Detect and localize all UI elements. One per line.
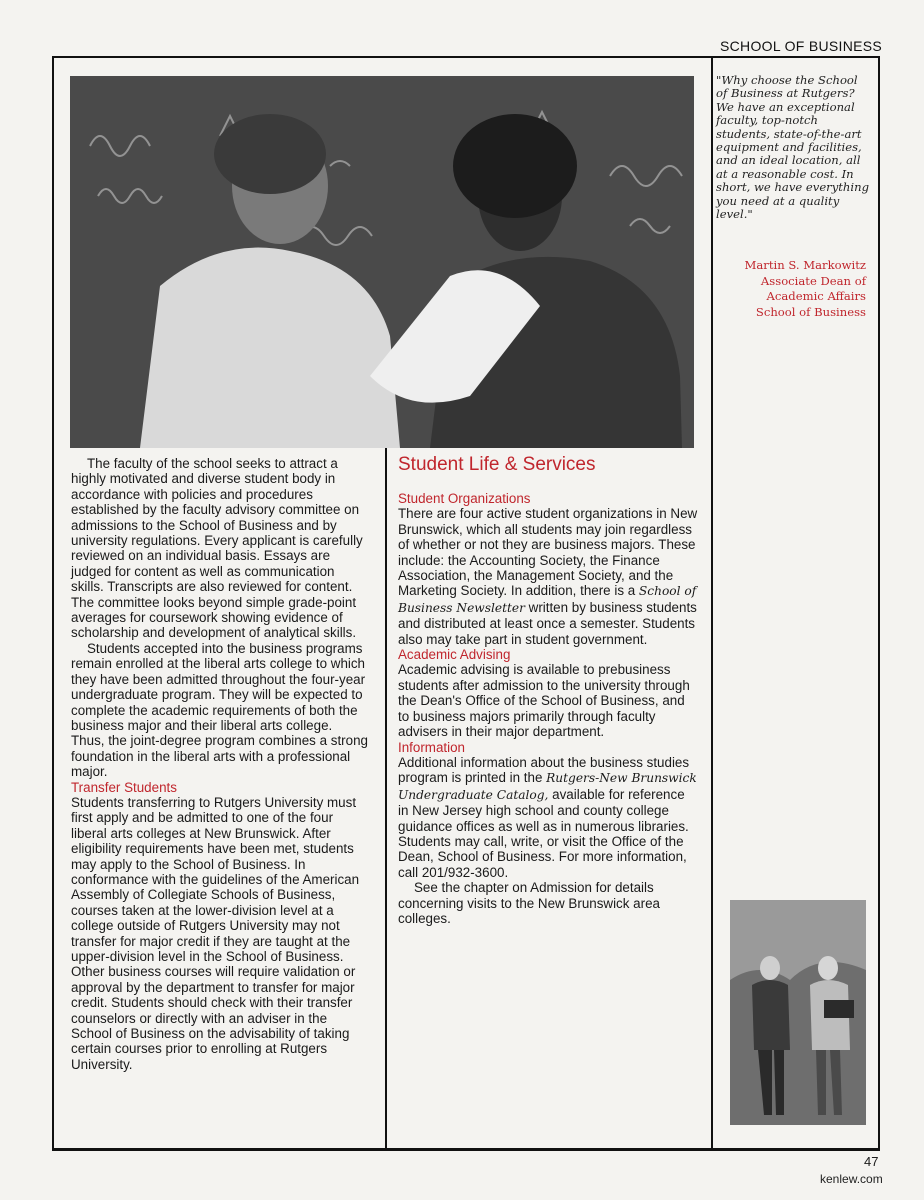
newsletter-title: School of Business Newsletter <box>398 584 697 615</box>
top-rule <box>52 56 880 58</box>
catalog-title: Rutgers-New Brunswick Undergraduate Catalog, <box>398 771 697 802</box>
student-organizations-paragraph: There are four active student organizations in New Brunswick, which all students may join regardless of whether or not they are business majors. These include: the Accounting Society, the Finance Association, the Management Society, and the Marketing Society. In addition, there is a School of Business Newsletter written by business students and distributed at least once a semester. Students also may take part in student government. <box>398 506 698 647</box>
attribution-name: Martin S. Markowitz <box>744 258 866 272</box>
source-credit: kenlew.com <box>820 1172 883 1186</box>
student-life-title: Student Life & Services <box>398 454 596 475</box>
section-header: SCHOOL OF BUSINESS <box>720 38 883 54</box>
information-heading: Information <box>398 739 465 755</box>
student-organizations-heading: Student Organizations <box>398 491 531 506</box>
admission-visit-paragraph: See the chapter on Admission for details concerning visits to the New Brunswick area colleges. <box>398 880 660 926</box>
enrollment-paragraph: Students accepted into the business programs remain enrolled at the liberal arts college to which they have been admitted throughout the four-year undergraduate program. They will be expected to complete the academic requirements of both the business major and their liberal arts college. Thus, the joint-degree program combines a strong foundation in the liberal arts with a professional major. <box>71 640 368 780</box>
students-walking-photo <box>730 900 866 1125</box>
bottom-rule <box>52 1148 880 1151</box>
classroom-photo <box>70 76 694 448</box>
frame-outer <box>878 56 880 1150</box>
academic-advising-heading: Academic Advising <box>398 647 511 663</box>
page-number: 47 <box>864 1154 879 1169</box>
transfer-students-paragraph: Students transferring to Rutgers University must first apply and be admitted to one of the four liberal arts colleges at New Brunswick. After eligibility requirements have been met, students may apply to the School of Business. In conformance with the guidelines of the American Assembly of Collegiate Schools of Business, courses taken at the lower-division level at a college outside of Rutgers University may not transfer for major credit if they are taught at the upper-division level in the School of Business. Other business courses will require validation or approval by the department to transfer for major credit. Students should check with their transfer counselors or directly with an adviser in the School of Business on the advisability of taking certain courses prior to enrolling at Rutgers University. <box>71 794 360 1072</box>
academic-advising-paragraph: Academic advising is available to prebusiness students after admission to the university through the Dean's Office of the School of Business, and to business majors primarily through faculty advisers in their major department. <box>398 662 690 740</box>
information-paragraph: Additional information about the business studies program is printed in the Rutgers-New Brunswick Undergraduate Catalog, available for reference in New Jersey high school and county college guidance offices as well as in numerous libraries. Students may call, write, or visit the Office of the Dean, School of Business. For more information, call 201/932-3600. <box>398 754 697 880</box>
left-column <box>71 456 369 1072</box>
classroom-photo-graphic <box>70 76 694 448</box>
frame-right <box>711 56 713 1150</box>
pull-quote: "Why choose the School of Business at Rutgers? We have an exceptional faculty, top-notch students, state-of-the-art equipment and facilities, and an ideal location, all at a reasonable cost. In short, we have everything you need at a quality level." <box>716 73 870 222</box>
frame-middle <box>385 448 387 1148</box>
frame-left <box>52 56 54 1150</box>
attribution-title-2: Academic Affairs <box>766 289 866 303</box>
students-walking-graphic <box>730 900 866 1125</box>
attribution-title-1: Associate Dean of <box>760 273 866 288</box>
quote-attribution <box>716 258 866 320</box>
admissions-paragraph: The faculty of the school seeks to attract a highly motivated and diverse student body in accordance with policies and procedures established by the faculty advisory committee on admissions to the School of Business and by university regulations. Every applicant is carefully reviewed on an individual basis. Essays are judged for content as well as communication skills. Transcripts are also reviewed for content. The committee looks beyond simple grade-point averages for coursework showing evidence of scholarship and development of analytical skills. <box>71 456 363 641</box>
attribution-title-3: School of Business <box>755 304 866 319</box>
transfer-students-heading: Transfer Students <box>71 779 177 795</box>
right-column <box>398 491 698 926</box>
